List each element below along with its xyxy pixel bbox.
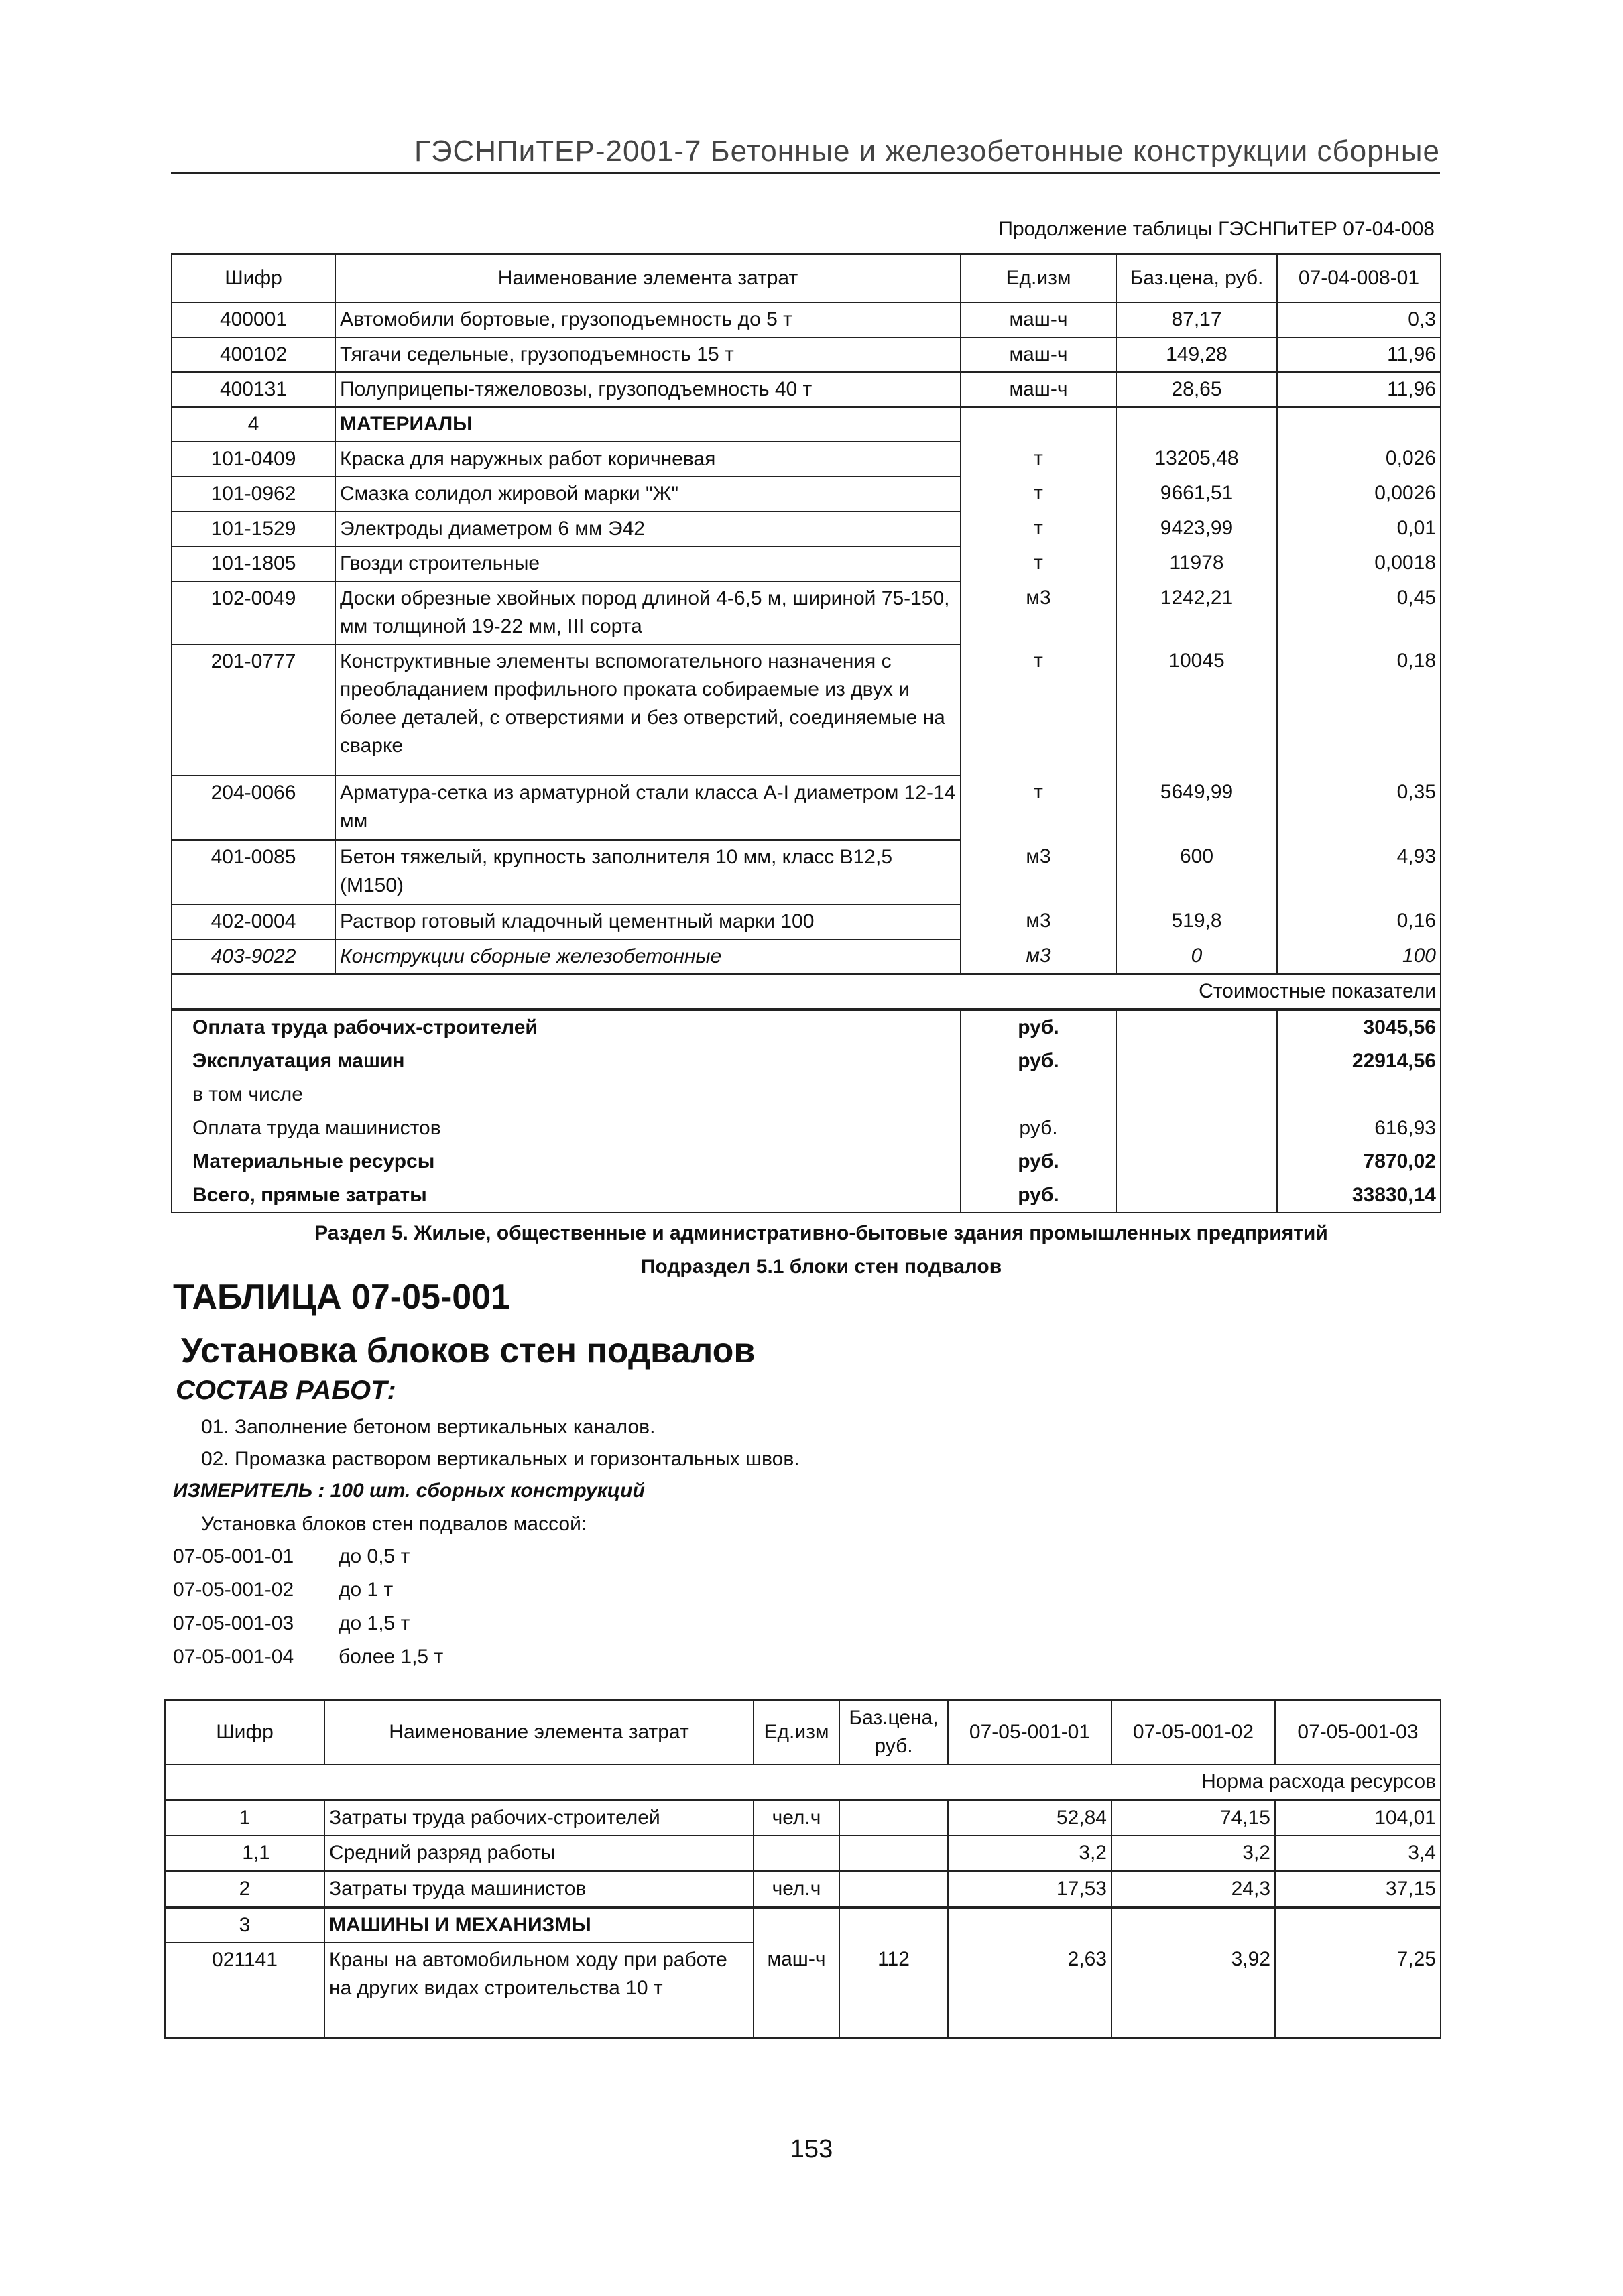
cell-price: 87,17 <box>1116 302 1277 337</box>
cost-unit: руб. <box>961 1145 1116 1179</box>
work-title: Установка блоков стен подвалов <box>181 1331 756 1370</box>
cell-name: Доски обрезные хвойных пород длиной 4-6,5 м, шириной 75-150, мм толщиной 19-22 мм, III сорта <box>335 581 961 644</box>
cost-label: в том числе <box>172 1078 961 1111</box>
table-row <box>172 581 1441 644</box>
cell-price <box>839 1835 948 1871</box>
cell-unit: маш-ч <box>961 302 1116 337</box>
cell-code: 201-0777 <box>172 644 335 776</box>
cell-unit: маш-ч <box>754 1943 839 2038</box>
continuation-label: Продолжение таблицы ГЭСНПиТЕР 07-04-008 <box>998 218 1435 240</box>
cell-price <box>839 1907 948 1943</box>
cell-value-01 <box>948 1907 1111 1943</box>
cell-code: 101-1529 <box>172 511 335 546</box>
cell-value: 0,0018 <box>1277 546 1441 581</box>
table-row <box>172 644 1441 776</box>
cell-value: 0,0026 <box>1277 477 1441 511</box>
cell-unit: чел.ч <box>754 1800 839 1835</box>
cell-price: 519,8 <box>1116 904 1277 939</box>
cell-name: Затраты труда машинистов <box>324 1871 754 1907</box>
cell-name: Средний разряд работы <box>324 1835 754 1871</box>
cell-name: Гвозди строительные <box>335 546 961 581</box>
table-row <box>172 442 1441 477</box>
cell-code: 102-0049 <box>172 581 335 644</box>
cell-code: 1,1 <box>165 1835 324 1871</box>
header-variant-03: 07-05-001-03 <box>1275 1700 1441 1764</box>
page-number: 153 <box>790 2135 833 2163</box>
cost-unit: руб. <box>961 1044 1116 1078</box>
cell-name: Конструктивные элементы вспомогательного назначения с преобладанием профильного проката собираемые из двух и более деталей, с отверстиями и без отверстий, соединяемые на сварке <box>335 644 961 776</box>
cost-price <box>1116 1145 1277 1179</box>
work-item: 01. Заполнение бетоном вертикальных каналов. <box>201 1416 656 1438</box>
cell-price: 5649,99 <box>1116 776 1277 840</box>
cell-price: 9423,99 <box>1116 511 1277 546</box>
cell-price: 13205,48 <box>1116 442 1277 477</box>
cell-value-02: 3,2 <box>1111 1835 1275 1871</box>
cell-name: Раствор готовый кладочный цементный марки 100 <box>335 904 961 939</box>
section-label-materials: МАТЕРИАЛЫ <box>335 407 961 442</box>
table-row <box>172 1145 1441 1179</box>
cell-price: 10045 <box>1116 644 1277 776</box>
cell-name: Тягачи седельные, грузоподъемность 15 т <box>335 337 961 372</box>
variant-code: 07-05-001-02 <box>173 1579 294 1601</box>
table-row <box>165 1800 1441 1835</box>
header-code: Шифр <box>165 1700 324 1764</box>
cell-code: 402-0004 <box>172 904 335 939</box>
cell-code: 101-1805 <box>172 546 335 581</box>
cost-value: 7870,02 <box>1277 1145 1441 1179</box>
work-composition-label: СОСТАВ РАБОТ: <box>176 1376 396 1405</box>
cost-label: Оплата труда машинистов <box>172 1111 961 1145</box>
header-variant-02: 07-05-001-02 <box>1111 1700 1275 1764</box>
cost-value: 33830,14 <box>1277 1179 1441 1213</box>
cost-price <box>1116 1044 1277 1078</box>
cell-name: Затраты труда рабочих-строителей <box>324 1800 754 1835</box>
cost-unit: руб. <box>961 1111 1116 1145</box>
install-intro: Установка блоков стен подвалов массой: <box>201 1513 587 1535</box>
table-row <box>165 1907 1441 1943</box>
cell-value: 4,93 <box>1277 840 1441 904</box>
cell-value-01: 3,2 <box>948 1835 1111 1871</box>
cell-name: Бетон тяжелый, крупность заполнителя 10 мм, класс В12,5 (М150) <box>335 840 961 904</box>
cost-unit: руб. <box>961 1179 1116 1213</box>
cell-name: Арматура-сетка из арматурной стали класса А-I диаметром 12-14 мм <box>335 776 961 840</box>
header-variant-01: 07-05-001-01 <box>948 1700 1111 1764</box>
cell-value-02: 3,92 <box>1111 1943 1275 2038</box>
variant-code: 07-05-001-04 <box>173 1646 294 1668</box>
table-row <box>165 1835 1441 1871</box>
cell-unit: т <box>961 511 1116 546</box>
cell-unit: м3 <box>961 904 1116 939</box>
cell-value-02 <box>1111 1907 1275 1943</box>
section-label-machines: МАШИНЫ И МЕХАНИЗМЫ <box>324 1907 754 1943</box>
header-name: Наименование элемента затрат <box>335 254 961 302</box>
variant-code: 07-05-001-01 <box>173 1545 294 1567</box>
cell-unit <box>754 1907 839 1943</box>
cell-price: 600 <box>1116 840 1277 904</box>
cell-price: 1242,21 <box>1116 581 1277 644</box>
cost-label: Оплата труда рабочих-строителей <box>172 1010 961 1044</box>
header-price: Баз.цена, руб. <box>839 1700 948 1764</box>
table-row <box>172 840 1441 904</box>
cell-value: 0,35 <box>1277 776 1441 840</box>
cell-price: 0 <box>1116 939 1277 974</box>
cell-unit: т <box>961 546 1116 581</box>
table-row <box>172 1179 1441 1213</box>
cell-code: 403-9022 <box>172 939 335 974</box>
work-item: 02. Промазка раствором вертикальных и горизонтальных швов. <box>201 1448 800 1470</box>
table-row <box>172 1010 1441 1044</box>
cell-value-01: 2,63 <box>948 1943 1111 2038</box>
cost-label: Материальные ресурсы <box>172 1145 961 1179</box>
variant-code: 07-05-001-03 <box>173 1612 294 1634</box>
cost-value: 22914,56 <box>1277 1044 1441 1078</box>
cell-name: Конструкции сборные железобетонные <box>335 939 961 974</box>
cost-label: Всего, прямые затраты <box>172 1179 961 1213</box>
table-row <box>172 1111 1441 1145</box>
table-row <box>172 302 1441 337</box>
cell-code: 101-0962 <box>172 477 335 511</box>
resource-table-07-04-008 <box>171 253 1441 1213</box>
header-unit: Ед.изм <box>754 1700 839 1764</box>
variant-desc: до 1,5 т <box>339 1612 410 1634</box>
cell-name: Полуприцепы-тяжеловозы, грузоподъемность 40 т <box>335 372 961 407</box>
cell-value-03 <box>1275 1907 1441 1943</box>
cell-price: 112 <box>839 1943 948 2038</box>
table-row <box>172 337 1441 372</box>
cell-code: 021141 <box>165 1943 324 2038</box>
cell-code: 400102 <box>172 337 335 372</box>
variant-desc: до 0,5 т <box>339 1545 410 1567</box>
table-row <box>172 372 1441 407</box>
cell-code: 400001 <box>172 302 335 337</box>
cell-value-01: 52,84 <box>948 1800 1111 1835</box>
table-row <box>165 1943 1441 2038</box>
cell-value: 0,45 <box>1277 581 1441 644</box>
cell-value: 0,3 <box>1277 302 1441 337</box>
cell-price: 11978 <box>1116 546 1277 581</box>
table-row <box>165 1764 1441 1800</box>
cost-price <box>1116 1111 1277 1145</box>
cost-price <box>1116 1078 1277 1111</box>
running-head: ГЭСНПиТЕР-2001-7 Бетонные и железобетонные конструкции сборные <box>171 131 1440 174</box>
header-price: Баз.цена, руб. <box>1116 254 1277 302</box>
variant-desc: до 1 т <box>339 1579 394 1601</box>
cell-unit: т <box>961 477 1116 511</box>
cost-indicators-header: Стоимостные показатели <box>172 974 1441 1010</box>
cell-unit: т <box>961 776 1116 840</box>
cell-price <box>1116 407 1277 442</box>
cost-unit <box>961 1078 1116 1111</box>
cell-price <box>839 1871 948 1907</box>
header-unit: Ед.изм <box>961 254 1116 302</box>
cell-value: 0,18 <box>1277 644 1441 776</box>
cell-unit: маш-ч <box>961 337 1116 372</box>
cost-unit: руб. <box>961 1010 1116 1044</box>
table-row <box>172 904 1441 939</box>
cost-price <box>1116 1179 1277 1213</box>
cell-code: 3 <box>165 1907 324 1943</box>
table-row <box>172 939 1441 974</box>
cell-name: Краны на автомобильном ходу при работе на других видах строительства 10 т <box>324 1943 754 2038</box>
variant-desc: более 1,5 т <box>339 1646 444 1668</box>
cell-value: 0,16 <box>1277 904 1441 939</box>
table-row <box>172 1078 1441 1111</box>
cost-value: 3045,56 <box>1277 1010 1441 1044</box>
cell-name: Электроды диаметром 6 мм Э42 <box>335 511 961 546</box>
cell-name: Краска для наружных работ коричневая <box>335 442 961 477</box>
cell-unit: м3 <box>961 581 1116 644</box>
measurer: ИЗМЕРИТЕЛЬ : 100 шт. сборных конструкций <box>173 1479 645 1502</box>
cell-name: Смазка солидол жировой марки "Ж" <box>335 477 961 511</box>
cell-name: Автомобили бортовые, грузоподъемность до 5 т <box>335 302 961 337</box>
cell-code: 400131 <box>172 372 335 407</box>
cell-value: 11,96 <box>1277 337 1441 372</box>
cell-value-02: 24,3 <box>1111 1871 1275 1907</box>
table-row <box>172 546 1441 581</box>
cell-value-01: 17,53 <box>948 1871 1111 1907</box>
cell-code: 101-0409 <box>172 442 335 477</box>
cell-unit: чел.ч <box>754 1871 839 1907</box>
cell-code: 1 <box>165 1800 324 1835</box>
table-title: ТАБЛИЦА 07-05-001 <box>173 1278 511 1317</box>
cell-value: 0,01 <box>1277 511 1441 546</box>
header-variant: 07-04-008-01 <box>1277 254 1441 302</box>
cell-unit: м3 <box>961 840 1116 904</box>
cell-value-02: 74,15 <box>1111 1800 1275 1835</box>
cell-value: 100 <box>1277 939 1441 974</box>
cell-price <box>839 1800 948 1835</box>
table-row <box>172 776 1441 840</box>
resource-table-07-05-001 <box>164 1699 1441 2039</box>
cell-value-03: 37,15 <box>1275 1871 1441 1907</box>
cell-price: 28,65 <box>1116 372 1277 407</box>
cell-unit <box>961 407 1116 442</box>
cell-code: 401-0085 <box>172 840 335 904</box>
table-row <box>172 511 1441 546</box>
table-row <box>172 477 1441 511</box>
table-row <box>165 1871 1441 1907</box>
subsection-title: Подраздел 5.1 блоки стен подвалов <box>640 1256 1002 1278</box>
cell-code: 4 <box>172 407 335 442</box>
cell-value: 0,026 <box>1277 442 1441 477</box>
cell-code: 2 <box>165 1871 324 1907</box>
cell-value <box>1277 407 1441 442</box>
header-code: Шифр <box>172 254 335 302</box>
cell-unit: т <box>961 442 1116 477</box>
cell-unit: т <box>961 644 1116 776</box>
cost-price <box>1116 1010 1277 1044</box>
cell-price: 149,28 <box>1116 337 1277 372</box>
cell-unit: м3 <box>961 939 1116 974</box>
cost-value <box>1277 1078 1441 1111</box>
norm-header: Норма расхода ресурсов <box>165 1764 1441 1800</box>
section-title: Раздел 5. Жилые, общественные и административно-бытовые здания промышленных предприятий <box>314 1222 1328 1244</box>
cell-value-03: 3,4 <box>1275 1835 1441 1871</box>
table-row <box>172 407 1441 442</box>
cost-value: 616,93 <box>1277 1111 1441 1145</box>
header-name: Наименование элемента затрат <box>324 1700 754 1764</box>
table-row <box>172 1044 1441 1078</box>
cell-value-03: 7,25 <box>1275 1943 1441 2038</box>
cost-label: Эксплуатация машин <box>172 1044 961 1078</box>
cell-unit <box>754 1835 839 1871</box>
cell-value-03: 104,01 <box>1275 1800 1441 1835</box>
cell-code: 204-0066 <box>172 776 335 840</box>
table-row <box>172 974 1441 1010</box>
cell-unit: маш-ч <box>961 372 1116 407</box>
cell-price: 9661,51 <box>1116 477 1277 511</box>
cell-value: 11,96 <box>1277 372 1441 407</box>
